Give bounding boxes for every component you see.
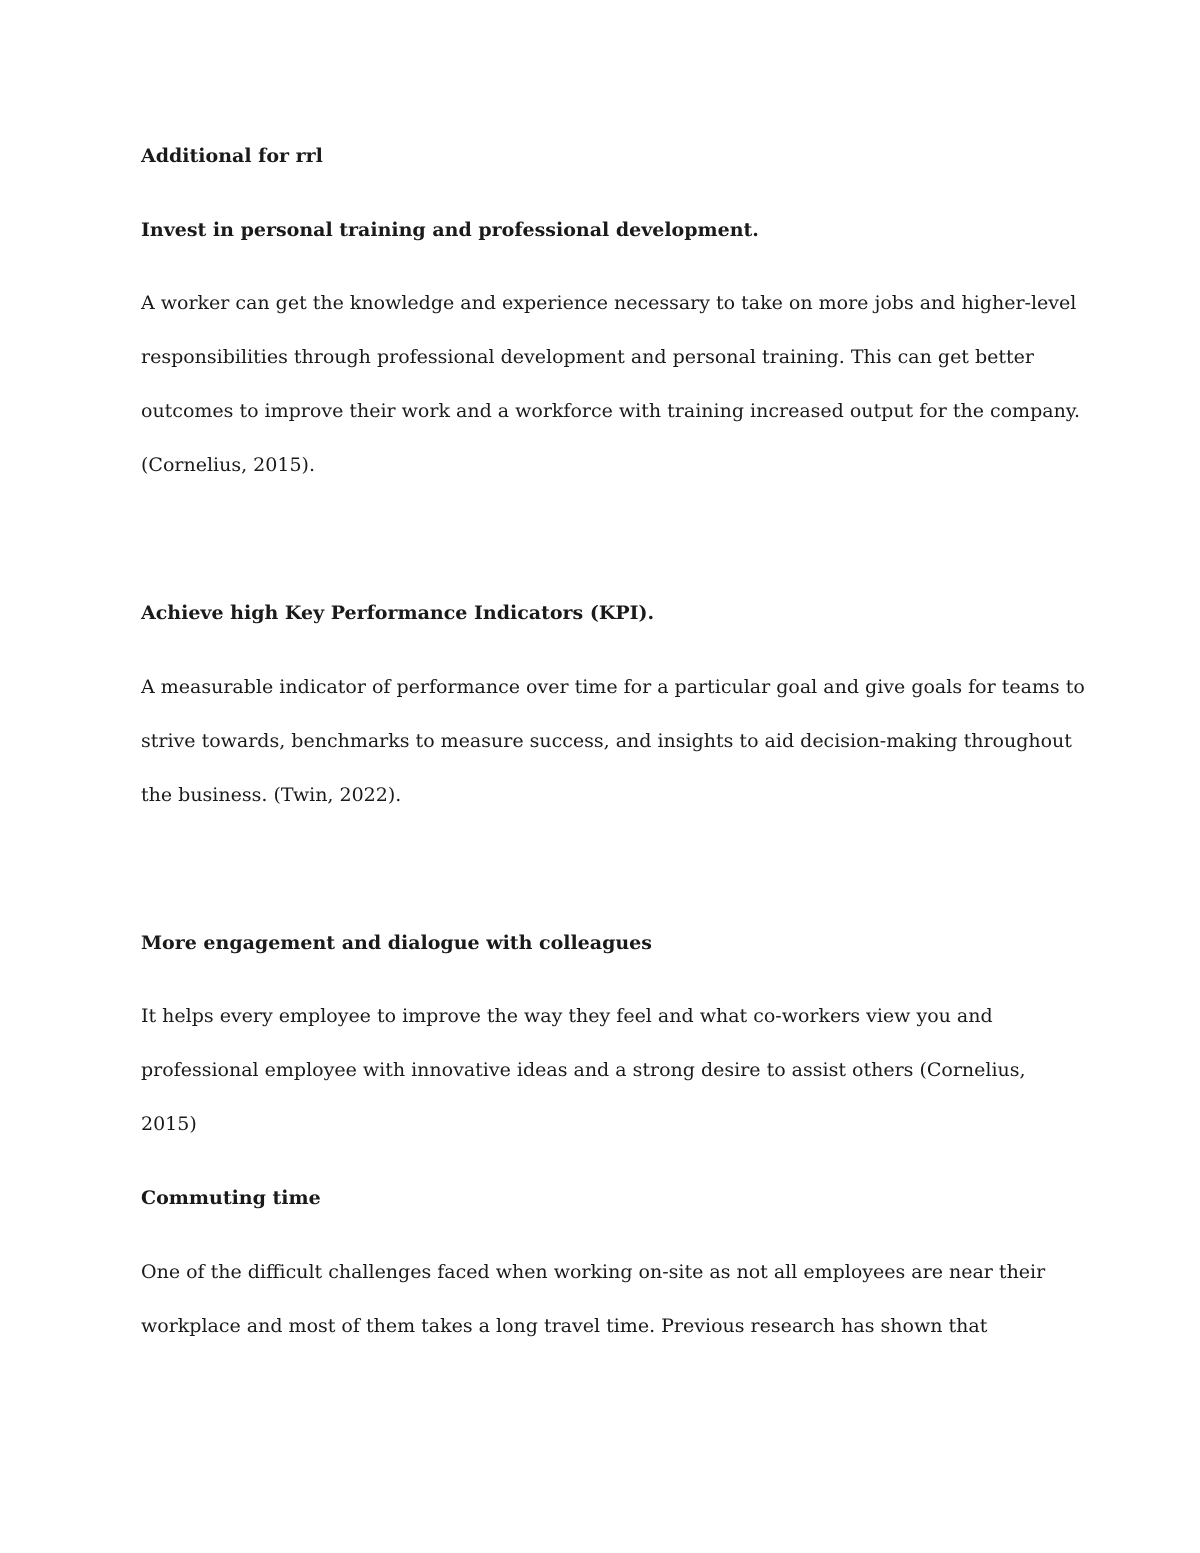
paragraph-line: It helps every employee to improve the way they feel and what co-workers view you and xyxy=(141,1005,993,1027)
paragraph-line: A measurable indicator of performance over time for a particular goal and give goals for teams to xyxy=(141,676,1085,698)
paragraph-line: outcomes to improve their work and a workforce with training increased output for the company. xyxy=(141,400,1081,422)
paragraph-line: A worker can get the knowledge and experience necessary to take on more jobs and higher-level xyxy=(141,292,1077,314)
paragraph-line: workplace and most of them takes a long travel time. Previous research has shown that xyxy=(141,1315,988,1337)
section-heading-training: Invest in personal training and professional development. xyxy=(141,219,759,241)
paragraph-line: strive towards, benchmarks to measure success, and insights to aid decision-making throughout xyxy=(141,730,1072,752)
section-heading-kpi: Achieve high Key Performance Indicators (KPI). xyxy=(141,602,655,624)
paragraph-line: responsibilities through professional development and personal training. This can get better xyxy=(141,346,1034,368)
paragraph-line: the business. (Twin, 2022). xyxy=(141,784,402,806)
paragraph-line: 2015) xyxy=(141,1113,197,1135)
section-heading-engagement: More engagement and dialogue with colleagues xyxy=(141,932,652,954)
paragraph-line: One of the difficult challenges faced when working on-site as not all employees are near their xyxy=(141,1261,1046,1283)
paragraph-line: professional employee with innovative ideas and a strong desire to assist others (Cornelius, xyxy=(141,1059,1026,1081)
section-heading-commuting: Commuting time xyxy=(141,1187,321,1209)
document-title: Additional for rrl xyxy=(141,145,323,167)
paragraph-line: (Cornelius, 2015). xyxy=(141,454,315,476)
